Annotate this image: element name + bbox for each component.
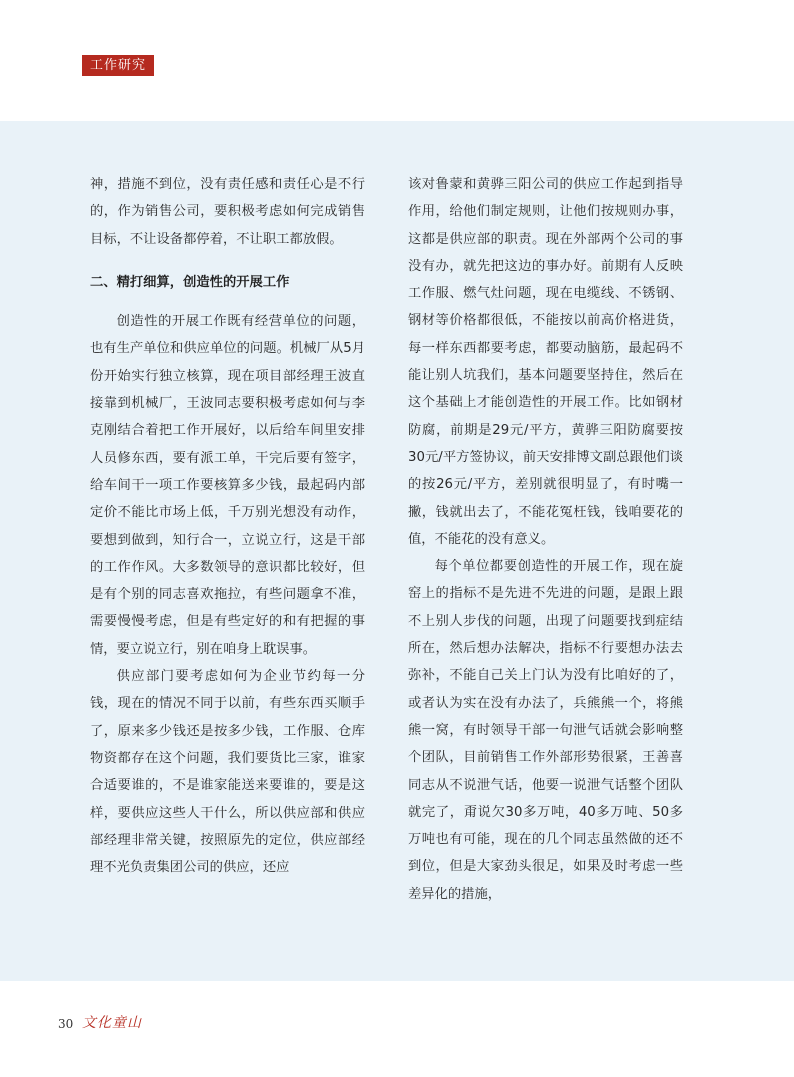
paragraph: 该对鲁蒙和黄骅三阳公司的供应工作起到指导作用，给他们制定规则，让他们按规则办事，这都是供应部的职责。现在外部两个公司的事没有办，就先把这边的事办好。前期有人反映工作服、燃气灶问题，现在电缆线、不锈钢、钢材等价格都很低，不能按以前高价格进货，每一样东西都要考虑，都要动脑筋，最起码不能让别人坑我们，基本问题要坚持住，然后在这个基础上才能创造性的开展工作。比如钢材防腐，前期是29元/平方，黄骅三阳防腐要按30元/平方签协议，前天安排博文副总跟他们谈的按26元/平方，差别就很明显了，有时嘴一撇，钱就出去了，不能花冤枉钱，钱咱要花的值，不能花的没有意义。 [408,177,683,547]
section-heading: 二、精打细算，创造性的开展工作 [90,274,290,290]
paragraph: 每个单位都要创造性的开展工作，现在旋窑上的指标不是先进不先进的问题，是跟上跟不上别人步伐的问题，出现了问题要找到症结所在，然后想办法解决，指标不行要想办法去弥补，不能自己关上门认为没有比咱好的了，或者认为实在没有办法了，兵熊熊一个，将熊熊一窝，有时领导干部一句泄气话就会影响整个团队，目前销售工作外部形势很紧，王善喜同志从不说泄气话，他要一说泄气话整个团队就完了，甭说欠30多万吨，40多万吨、50多万吨也有可能，现在的几个同志虽然做的还不到位，但是大家劲头很足，如果及时考虑一些差异化的措施， [408,559,683,902]
left-column [90,171,365,881]
paragraph: 创造性的开展工作既有经营单位的问题，也有生产单位和供应单位的问题。机械厂从5月份开始实行独立核算，现在项目部经理王波直接靠到机械厂，王波同志要积极考虑如何与李克刚结合着把工作开展好，以后给车间里安排人员修东西，要有派工单，干完后要有签字，给车间干一项工作要核算多少钱，最起码内部定价不能比市场上低，千万别光想没有动作，要想到做到，知行合一，立说立行，这是干部的工作作风。大多数领导的意识都比较好，但是有个别的同志喜欢拖拉，有些问题拿不准，需要慢慢考虑，但是有些定好的和有把握的事情，要立说立行，别在咱身上耽误事。 [90,314,365,657]
section-tag: 工作研究 [82,55,154,76]
paragraph: 神，措施不到位，没有责任感和责任心是不行的，作为销售公司，要积极考虑如何完成销售目标，不让设备都停着，不让职工都放假。 [90,177,365,247]
page-number: 30 [58,1017,74,1031]
paragraph: 供应部门要考虑如何为企业节约每一分钱，现在的情况不同于以前，有些东西买顺手了，原来多少钱还是按多少钱，工作服、仓库物资都存在这个问题，我们要货比三家，谁家合适要谁的，不是谁家能送来要谁的，要是这样，要供应这些人干什么，所以供应部和供应部经理非常关键，按照原先的定位，供应部经理不光负责集团公司的供应，还应 [90,669,365,876]
right-column [408,171,683,908]
magazine-logo: 文化童山 [82,1015,142,1031]
